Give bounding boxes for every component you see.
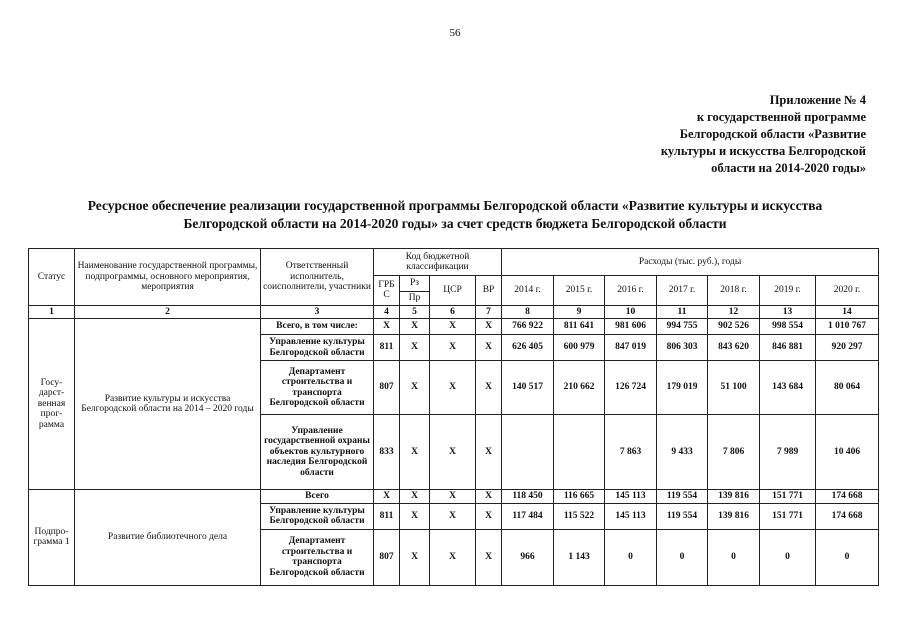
row-executor: Управление культуры Белгородской области: [261, 335, 374, 361]
row-grbs: X: [374, 319, 400, 335]
column-number: 7: [476, 305, 502, 319]
row-executor: Всего, в том числе:: [261, 319, 374, 335]
row-value: 811 641: [554, 319, 605, 335]
row-value: 117 484: [502, 503, 554, 529]
row-value: 902 526: [708, 319, 760, 335]
header-year: 2020 г.: [816, 276, 879, 306]
row-value: 994 755: [657, 319, 708, 335]
row-rz: X: [400, 503, 430, 529]
row-vr: X: [476, 361, 502, 415]
document-title-line: Белгородской области на 2014-2020 годы» за счет средств бюджета Белгородской области: [183, 216, 727, 231]
header-executor: Ответственный исполнитель, соисполнители, участники: [261, 249, 374, 306]
row-executor: Управление культуры Белгородской области: [261, 503, 374, 529]
row-value: 174 668: [816, 503, 879, 529]
header-year: 2016 г.: [605, 276, 657, 306]
header-year: 2019 г.: [760, 276, 816, 306]
row-grbs: 807: [374, 361, 400, 415]
appendix-heading: [600, 92, 866, 177]
header-year: 2014 г.: [502, 276, 554, 306]
column-number: 11: [657, 305, 708, 319]
row-value: [554, 415, 605, 490]
row-value: 115 522: [554, 503, 605, 529]
row-value: 126 724: [605, 361, 657, 415]
column-number: 10: [605, 305, 657, 319]
row-rz: X: [400, 361, 430, 415]
row-value: 0: [760, 529, 816, 585]
row-rz: X: [400, 415, 430, 490]
header-status: Статус: [29, 249, 75, 306]
row-value: 998 554: [760, 319, 816, 335]
row-vr: X: [476, 490, 502, 504]
row-vr: X: [476, 335, 502, 361]
column-number: 4: [374, 305, 400, 319]
row-rz: X: [400, 529, 430, 585]
row-value: 981 606: [605, 319, 657, 335]
row-value: 846 881: [760, 335, 816, 361]
row-value: 7 989: [760, 415, 816, 490]
header-name: Наименование государственной программы, подпрограммы, основного мероприятия, мероприятия: [75, 249, 261, 306]
page-number: 56: [449, 27, 461, 39]
row-value: 1 010 767: [816, 319, 879, 335]
row-value: 1 143: [554, 529, 605, 585]
row-value: 0: [605, 529, 657, 585]
column-number: 13: [760, 305, 816, 319]
row-csr: X: [430, 503, 476, 529]
row-value: 0: [816, 529, 879, 585]
appendix-line: Приложение № 4: [769, 93, 866, 107]
row-value: 140 517: [502, 361, 554, 415]
row-value: 151 771: [760, 503, 816, 529]
row-value: 806 303: [657, 335, 708, 361]
row-value: 7 806: [708, 415, 760, 490]
row-status: Подпро- грамма 1: [29, 490, 75, 586]
header-csr: ЦСР: [430, 276, 476, 306]
row-executor: Управление государственной охраны объектов культурного наследия Белгородской области: [261, 415, 374, 490]
row-status: Госу- дарст- венная прог- рамма: [29, 319, 75, 490]
resource-table: [28, 248, 879, 586]
row-vr: X: [476, 415, 502, 490]
row-value: 0: [657, 529, 708, 585]
header-year: 2017 г.: [657, 276, 708, 306]
header-rz: Рз: [400, 276, 430, 292]
table-row: [29, 490, 879, 504]
row-value: 143 684: [760, 361, 816, 415]
column-number: 6: [430, 305, 476, 319]
row-csr: X: [430, 335, 476, 361]
row-value: 10 406: [816, 415, 879, 490]
row-value: 210 662: [554, 361, 605, 415]
row-value: 119 554: [657, 490, 708, 504]
header-grbs: ГРБ С: [374, 276, 400, 306]
header-year: 2018 г.: [708, 276, 760, 306]
row-value: 626 405: [502, 335, 554, 361]
appendix-line: области на 2014-2020 годы»: [711, 161, 866, 175]
row-csr: X: [430, 319, 476, 335]
row-rz: X: [400, 319, 430, 335]
row-grbs: 811: [374, 503, 400, 529]
appendix-line: Белгородской области «Развитие: [679, 127, 866, 141]
row-value: 145 113: [605, 503, 657, 529]
row-name: Развитие библиотечного дела: [75, 490, 261, 586]
header-budget-code: Код бюджетной классификации: [374, 249, 502, 276]
row-executor: Всего: [261, 490, 374, 504]
row-value: 966: [502, 529, 554, 585]
row-executor: Департамент строительства и транспорта Белгородской области: [261, 361, 374, 415]
row-value: 847 019: [605, 335, 657, 361]
row-value: 179 019: [657, 361, 708, 415]
column-number: 2: [75, 305, 261, 319]
row-csr: X: [430, 490, 476, 504]
column-number: 8: [502, 305, 554, 319]
header-year: 2015 г.: [554, 276, 605, 306]
column-number: 5: [400, 305, 430, 319]
row-value: 139 816: [708, 503, 760, 529]
row-vr: X: [476, 503, 502, 529]
row-value: 920 297: [816, 335, 879, 361]
document-title-line: Ресурсное обеспечение реализации государственной программы Белгородской области «Развитие культуры и искусства: [87, 198, 823, 213]
column-number: 3: [261, 305, 374, 319]
row-value: [502, 415, 554, 490]
row-value: 51 100: [708, 361, 760, 415]
column-number: 1: [29, 305, 75, 319]
table-row: [29, 319, 879, 335]
row-value: 600 979: [554, 335, 605, 361]
row-grbs: 833: [374, 415, 400, 490]
header-vr: ВР: [476, 276, 502, 306]
row-value: 7 863: [605, 415, 657, 490]
row-rz: X: [400, 490, 430, 504]
row-value: 151 771: [760, 490, 816, 504]
header-pr: Пр: [400, 292, 430, 306]
row-value: 9 433: [657, 415, 708, 490]
header-expenses: Расходы (тыс. руб.), годы: [502, 249, 879, 276]
column-number: 9: [554, 305, 605, 319]
row-value: 116 665: [554, 490, 605, 504]
row-value: 139 816: [708, 490, 760, 504]
row-csr: X: [430, 415, 476, 490]
row-value: 145 113: [605, 490, 657, 504]
row-grbs: X: [374, 490, 400, 504]
row-value: 0: [708, 529, 760, 585]
row-value: 80 064: [816, 361, 879, 415]
row-rz: X: [400, 335, 430, 361]
row-vr: X: [476, 319, 502, 335]
column-number: 12: [708, 305, 760, 319]
row-grbs: 807: [374, 529, 400, 585]
row-value: 119 554: [657, 503, 708, 529]
row-value: 766 922: [502, 319, 554, 335]
document-title: [40, 197, 870, 233]
appendix-line: культуры и искусства Белгородской: [660, 144, 866, 158]
row-value: 174 668: [816, 490, 879, 504]
column-number: 14: [816, 305, 879, 319]
row-grbs: 811: [374, 335, 400, 361]
row-csr: X: [430, 361, 476, 415]
row-name: Развитие культуры и искусства Белгородской области на 2014 – 2020 годы: [75, 319, 261, 490]
row-value: 118 450: [502, 490, 554, 504]
row-csr: X: [430, 529, 476, 585]
appendix-line: к государственной программе: [696, 110, 866, 124]
row-vr: X: [476, 529, 502, 585]
row-value: 843 620: [708, 335, 760, 361]
row-executor: Департамент строительства и транспорта Белгородской области: [261, 529, 374, 585]
